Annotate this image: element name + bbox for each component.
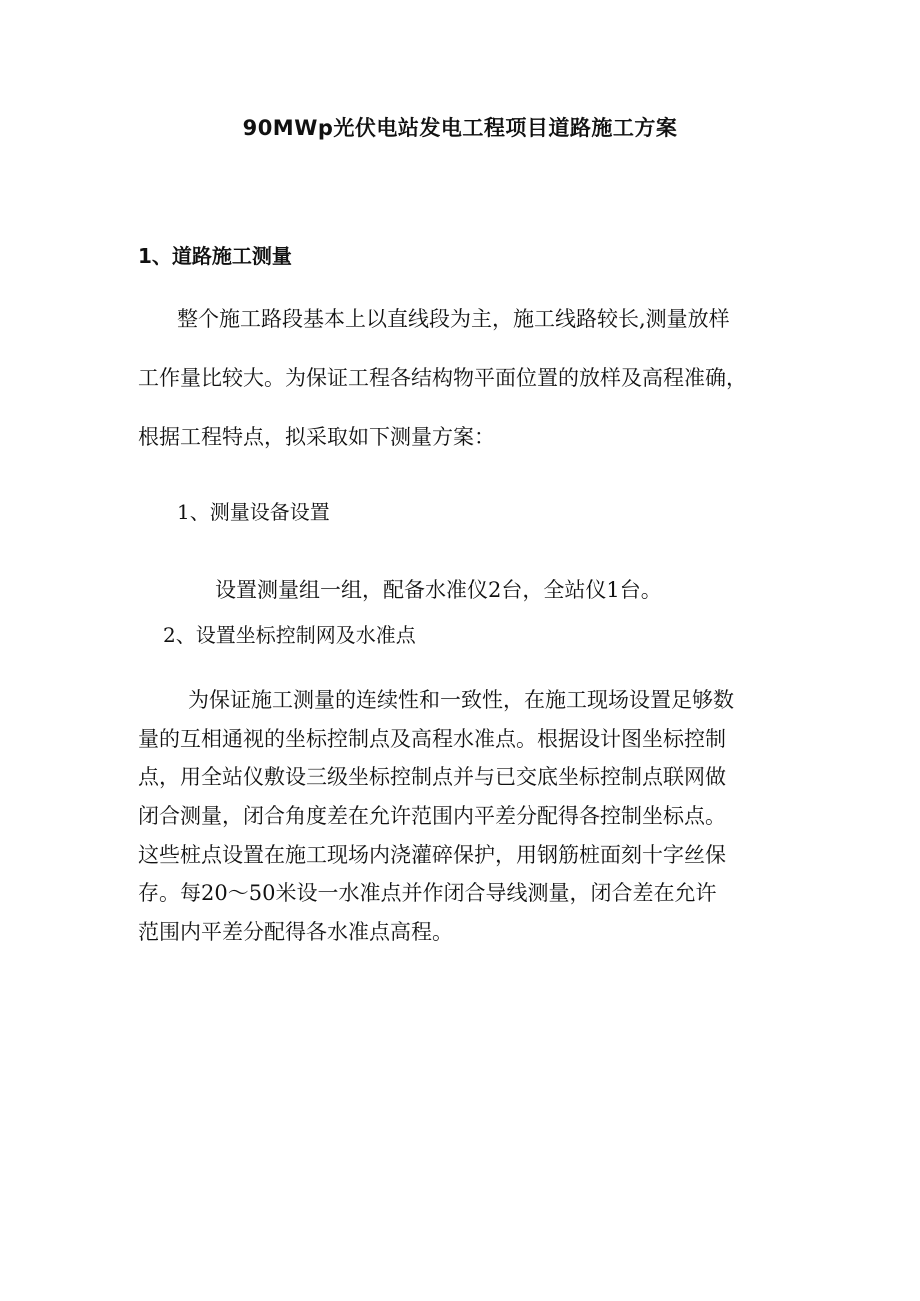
equipment-body-text: 设置测量组一组，配备水准仪2台，全站仪1台。 xyxy=(215,578,662,602)
control-network-paragraph xyxy=(138,683,788,954)
paragraph-line: 整个施工路段基本上以直线段为主，施工线路较长,测量放样 xyxy=(177,307,730,331)
paragraph-line: 量的互相通视的坐标控制点及高程水准点。根据设计图坐标控制 xyxy=(138,726,726,751)
paragraph-line: 存。每20～50米设一水准点并作闭合导线测量，闭合差在允许 xyxy=(138,881,717,906)
paragraph-line: 范围内平差分配得各水准点高程。 xyxy=(138,920,453,945)
paragraph-line: 工作量比较大。为保证工程各结构物平面位置的放样及高程准确， xyxy=(138,366,747,390)
section-heading: 1、道路施工测量 xyxy=(138,244,292,268)
paragraph-line: 根据工程特点，拟采取如下测量方案： xyxy=(138,425,495,449)
intro-paragraph xyxy=(138,302,788,479)
document-title: 90MWp光伏电站发电工程项目道路施工方案 xyxy=(242,116,678,140)
paragraph-line: 点，用全站仪敷设三级坐标控制点并与已交底坐标控制点联网做 xyxy=(138,765,726,790)
subheading-control-network: 2、设置坐标控制网及水准点 xyxy=(163,623,416,647)
subheading-equipment: 1、测量设备设置 xyxy=(177,500,330,524)
paragraph-line: 这些桩点设置在施工现场内浇灌碎保护，用钢筋桩面刻十字丝保 xyxy=(138,842,726,867)
paragraph-line: 为保证施工测量的连续性和一致性，在施工现场设置足够数 xyxy=(188,688,734,712)
paragraph-line: 闭合测量，闭合角度差在允许范围内平差分配得各控制坐标点。 xyxy=(138,804,726,829)
